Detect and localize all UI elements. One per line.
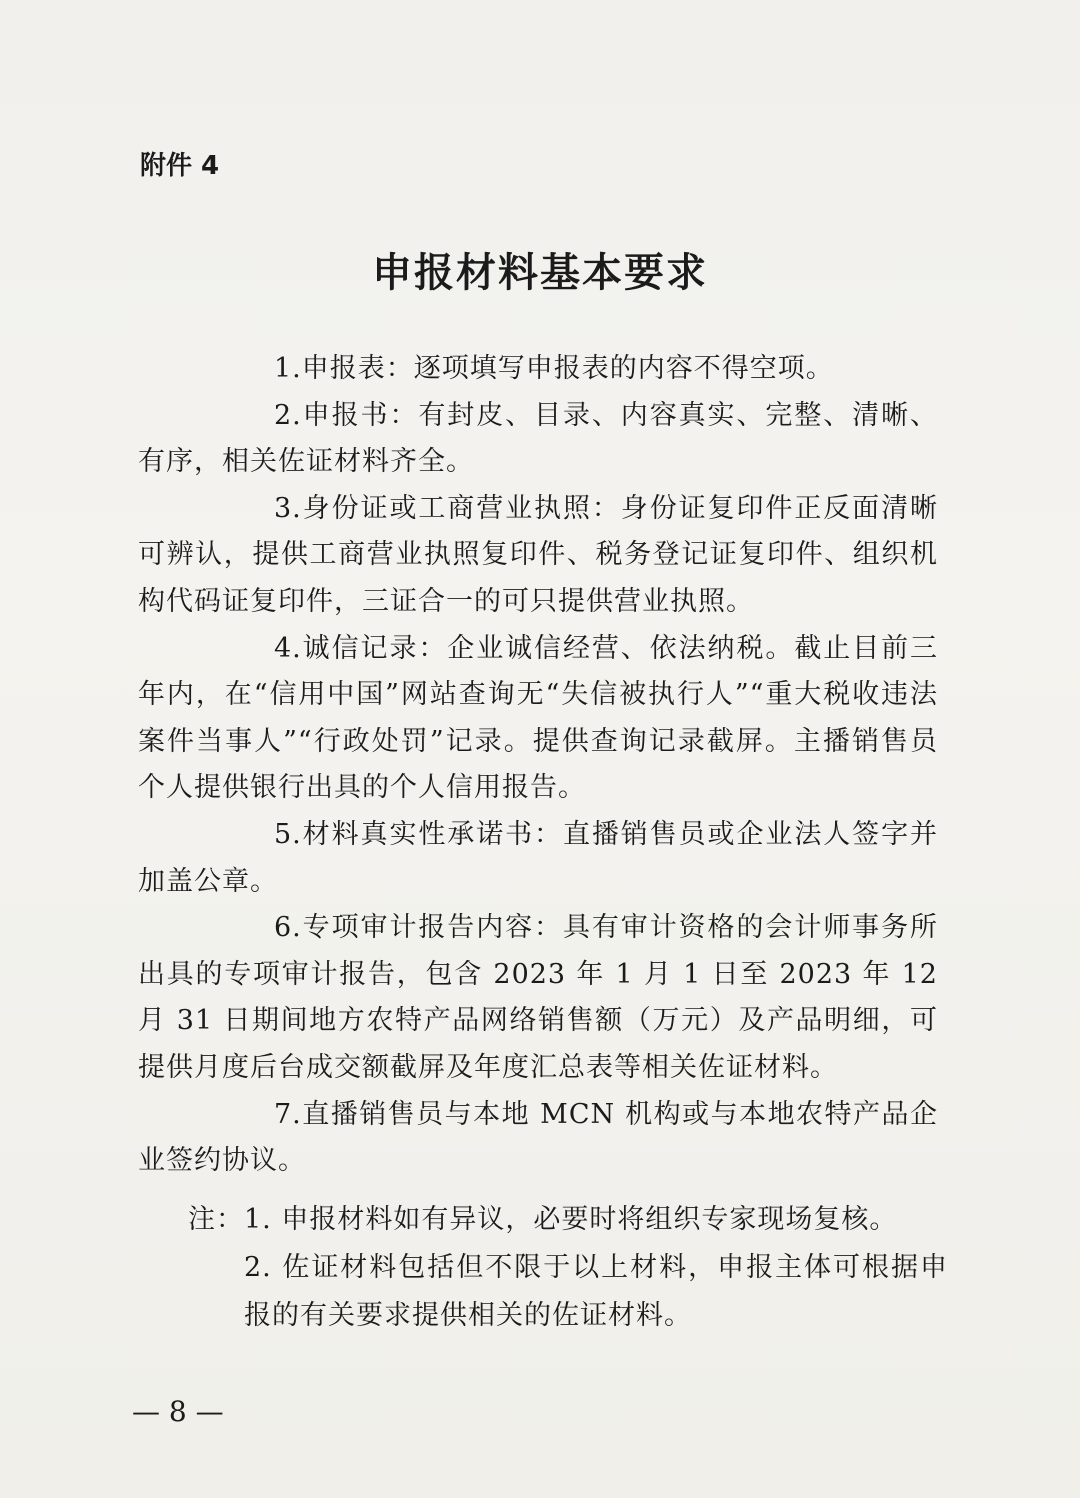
note-row-2 (188, 1244, 948, 1340)
notes-label-spacer (188, 1244, 244, 1340)
requirement-item-2 (138, 393, 938, 486)
item-text: 申报表：逐项填写申报表的内容不得空项。 (301, 353, 834, 384)
item-number: 2. (274, 399, 302, 431)
item-text: 专项审计报告内容：具有审计资格的会计师事务所出具的专项审计报告，包含 2023 年 1 月 1 日至 2023 年 12 月 31 日期间地方农特产品网络销售额（万元）及产品明细，可提供月度后台成交额截屏及年度汇总表等相关佐证材料。 (138, 912, 938, 1083)
item-text: 诚信记录：企业诚信经营、依法纳税。截止目前三年内，在“信用中国”网站查询无“失信被执行人”“重大税收违法案件当事人”“行政处罚”记录。提供查询记录截屏。主播销售员个人提供银行出具的个人信用报告。 (138, 632, 938, 804)
note-text: 2. 佐证材料包括但不限于以上材料，申报主体可根据申报的有关要求提供相关的佐证材料。 (244, 1252, 948, 1331)
item-number: 4. (274, 632, 302, 664)
requirement-item-5 (138, 812, 938, 905)
attachment-label: 附件 4 (140, 151, 220, 181)
requirement-item-6 (138, 905, 938, 1091)
requirement-item-4 (138, 626, 938, 812)
requirement-item-3 (138, 486, 938, 626)
item-number: 6. (274, 912, 302, 944)
page-title: 申报材料基本要求 (372, 250, 708, 296)
requirement-item-7 (138, 1092, 938, 1185)
notes-section (188, 1196, 948, 1340)
item-number: 3. (274, 492, 302, 524)
item-number: 7. (274, 1098, 302, 1130)
requirement-item-1 (138, 346, 938, 393)
requirements-list (138, 346, 938, 1185)
page-number: — 8 — (132, 1395, 224, 1428)
note-text: 1. 申报材料如有异议，必要时将组织专家现场复核。 (244, 1204, 898, 1235)
item-text: 直播销售员与本地 MCN 机构或与本地农特产品企业签约协议。 (138, 1098, 938, 1177)
item-number: 5. (274, 818, 302, 850)
notes-label: 注： (188, 1204, 244, 1235)
item-number: 1. (274, 353, 302, 384)
item-text: 材料真实性承诺书：直播销售员或企业法人签字并加盖公章。 (138, 818, 938, 897)
item-text: 申报书：有封皮、目录、内容真实、完整、清晰、有序，相关佐证材料齐全。 (138, 399, 938, 478)
item-text: 身份证或工商营业执照：身份证复印件正反面清晰可辨认，提供工商营业执照复印件、税务登记证复印件、组织机构代码证复印件，三证合一的可只提供营业执照。 (138, 492, 938, 617)
note-row-1 (188, 1196, 948, 1244)
